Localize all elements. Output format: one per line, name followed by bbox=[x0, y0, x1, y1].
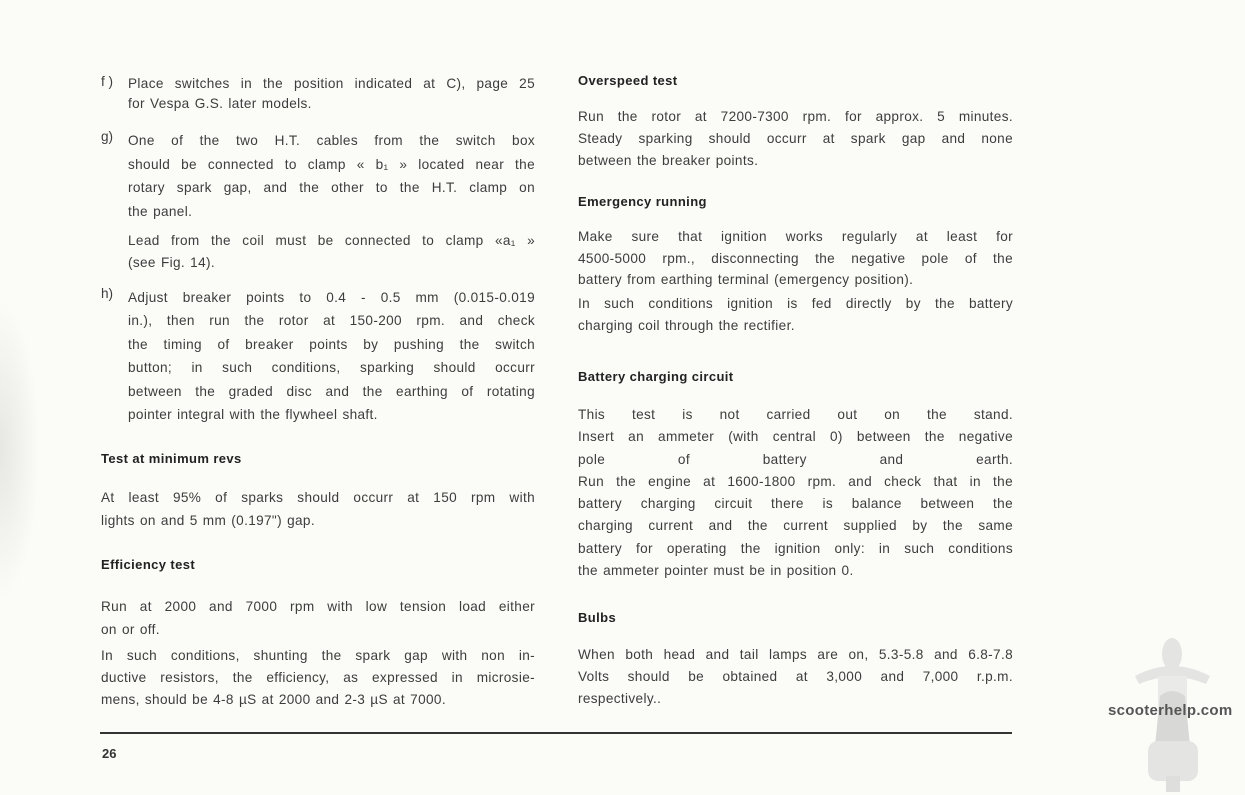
paragraph bbox=[101, 645, 535, 711]
text-line: ductive resistors, the efficiency, as expressed in microsie- bbox=[101, 670, 535, 685]
text-line: battery for operating the ignition only: in such conditions bbox=[578, 540, 1013, 556]
text-line: for Vespa G.S. later models. bbox=[128, 96, 312, 111]
list-item bbox=[128, 286, 535, 426]
text-line: Steady sparking should occurr at spark gap and none bbox=[578, 131, 1013, 146]
list-marker: h) bbox=[101, 286, 114, 301]
text-line: Lead from the coil must be connected to clamp «a₁ » bbox=[128, 233, 535, 248]
text-line: This test is not carried out on the stand. bbox=[578, 407, 1013, 422]
section-heading: Battery charging circuit bbox=[578, 369, 734, 384]
text-line: (see Fig. 14). bbox=[128, 255, 215, 270]
text-line: Run the engine at 1600-1800 rpm. and check that in the bbox=[578, 473, 1013, 489]
text-line: One of the two H.T. cables from the switch box bbox=[128, 133, 535, 148]
section-heading: Test at minimum revs bbox=[101, 451, 242, 466]
watermark-text: scooterhelp.com bbox=[1108, 702, 1233, 719]
text-line: lights on and 5 mm (0.197") gap. bbox=[101, 513, 315, 528]
text-line: Place switches in the position indicated at C), page 25 bbox=[128, 76, 535, 91]
text-line: between the graded disc and the earthing of rotating bbox=[128, 383, 535, 399]
paragraph bbox=[578, 644, 1013, 710]
text-line: between the breaker points. bbox=[578, 153, 759, 168]
section-heading: Emergency running bbox=[578, 194, 707, 209]
list-marker: g) bbox=[101, 129, 114, 144]
text-line: Insert an ammeter (with central 0) between the negative bbox=[578, 429, 1013, 445]
section-heading: Overspeed test bbox=[578, 73, 678, 88]
section-heading: Bulbs bbox=[578, 610, 617, 625]
text-line: pointer integral with the flywheel shaft. bbox=[128, 407, 378, 423]
text-line: mens, should be 4-8 µS at 2000 and 2-3 µS at 7000. bbox=[101, 692, 446, 707]
text-line: battery from earthing terminal (emergency position). bbox=[578, 272, 914, 287]
text-line: At least 95% of sparks should occurr at 150 rpm with bbox=[101, 490, 535, 505]
text-line: Adjust breaker points to 0.4 - 0.5 mm (0.015-0.019 bbox=[128, 290, 535, 305]
paragraph bbox=[578, 404, 1013, 582]
list-marker: f ) bbox=[101, 74, 114, 89]
text-line: the ammeter pointer must be in position 0. bbox=[578, 563, 854, 579]
text-line: the panel. bbox=[128, 204, 193, 220]
list-item bbox=[128, 74, 535, 114]
text-line: charging coil through the rectifier. bbox=[578, 318, 795, 333]
text-line: should be connected to clamp « b₁ » located near the bbox=[128, 156, 535, 172]
text-line: button; in such conditions, sparking should occurr bbox=[128, 360, 535, 376]
text-line: battery charging circuit there is balance between the bbox=[578, 496, 1013, 512]
text-line: on or off. bbox=[101, 622, 160, 637]
text-line: Volts should be obtained at 3,000 and 7,000 r.p.m. bbox=[578, 669, 1013, 684]
paragraph bbox=[578, 106, 1013, 172]
text-line: In such conditions ignition is fed directly by the battery bbox=[578, 296, 1013, 311]
list-item bbox=[128, 129, 535, 224]
text-line: Run at 2000 and 7000 rpm with low tension load either bbox=[101, 599, 535, 614]
paragraph bbox=[101, 486, 535, 532]
text-line: Run the rotor at 7200-7300 rpm. for approx. 5 minutes. bbox=[578, 109, 1013, 124]
text-line: 4500-5000 rpm., disconnecting the negative pole of the bbox=[578, 250, 1013, 266]
paragraph bbox=[578, 226, 1013, 291]
text-line: pole of battery and earth. bbox=[578, 451, 1013, 467]
text-line: In such conditions, shunting the spark gap with non in- bbox=[101, 648, 535, 663]
scan-shadow bbox=[0, 300, 40, 600]
text-line: respectively.. bbox=[578, 691, 662, 706]
paragraph bbox=[128, 230, 535, 274]
text-line: charging current and the current supplied by the same bbox=[578, 518, 1013, 534]
paragraph bbox=[578, 293, 1013, 337]
footer-rule bbox=[100, 732, 1012, 734]
text-line: in.), then run the rotor at 150-200 rpm. and check bbox=[128, 313, 535, 329]
section-heading: Efficiency test bbox=[101, 557, 196, 572]
paragraph bbox=[101, 595, 535, 641]
text-line: When both head and tail lamps are on, 5.3-5.8 and 6.8-7.8 bbox=[578, 647, 1013, 662]
text-line: Make sure that ignition works regularly at least for bbox=[578, 229, 1013, 244]
page-number: 26 bbox=[102, 746, 117, 761]
text-line: rotary spark gap, and the other to the H.T. clamp on bbox=[128, 180, 535, 196]
text-line: the timing of breaker points by pushing the switch bbox=[128, 336, 535, 352]
